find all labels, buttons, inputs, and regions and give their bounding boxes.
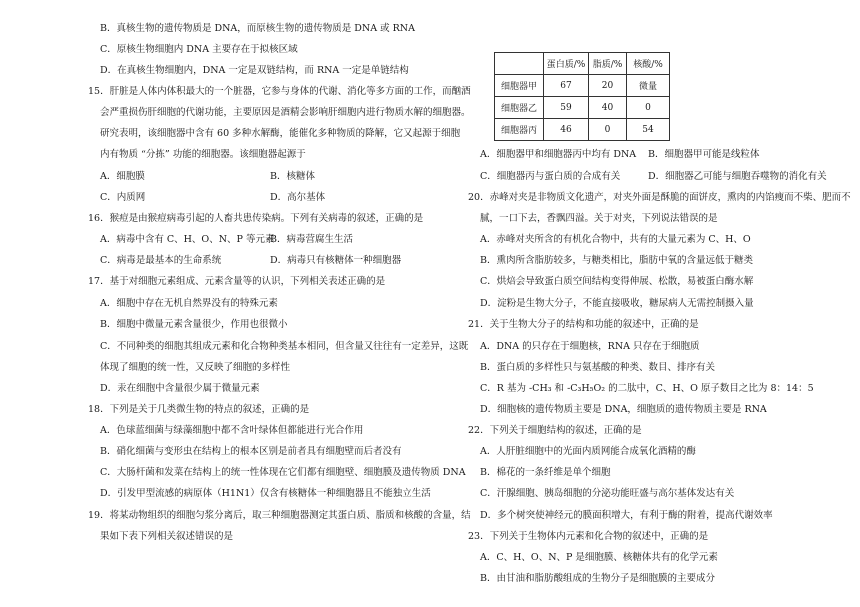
q15-option-d: D．高尔基体 [270, 192, 326, 203]
table-header-cell: 蛋白质/% [544, 53, 589, 75]
q22-option-a: A．人肝脏细胞中的光面内质网能合成氧化酒精的酶 [480, 446, 696, 457]
table-row [495, 97, 670, 119]
q17-option-d: D．汞在细胞中含量很少属于微量元素 [100, 383, 260, 394]
table-cell: 46 [544, 119, 589, 141]
q18-option-a: A．色球蓝细菌与绿藻细胞中都不含叶绿体但都能进行光合作用 [100, 425, 364, 436]
table-cell: 20 [589, 75, 627, 97]
q20-stem-line2: 腻，一口下去，香飘四溢。关于对夹，下列说法错误的是 [480, 213, 718, 224]
q19-option-c: C．细胞器丙与蛋白质的合成有关 [480, 171, 621, 182]
q16-option-d: D．病毒只有核糖体一种细胞器 [270, 255, 402, 266]
q18-option-d: D．引发甲型流感的病原体（H1N1）仅含有核糖体一种细胞器且不能独立生活 [100, 488, 431, 499]
table-row [495, 119, 670, 141]
q23-option-b: B．由甘油和脂肪酸组成的生物分子是细胞膜的主要成分 [480, 573, 715, 584]
q14-option-b: B．真核生物的遗传物质是 DNA，而原核生物的遗传物质是 DNA 或 RNA [100, 23, 415, 34]
table-cell: 54 [627, 119, 670, 141]
q21-option-d: D．细胞核的遗传物质主要是 DNA，细胞质的遗传物质主要是 RNA [480, 404, 767, 415]
q15-option-b: B．核糖体 [270, 171, 315, 182]
q16-option-b: B．病毒营腐生生活 [270, 234, 353, 245]
q19-option-b: B．细胞器甲可能是线粒体 [648, 149, 760, 160]
q21-option-c: C．R 基为 -CH₃ 和 -C₃H₅O₂ 的二肽中，C、H、O 原子数目之比为 8：14：5 [480, 383, 814, 394]
q14-option-c: C．原核生物细胞内 DNA 主要存在于拟核区域 [100, 44, 298, 55]
table-cell: 40 [589, 97, 627, 119]
q21-option-b: B．蛋白质的多样性只与氨基酸的种类、数目、排序有关 [480, 362, 715, 373]
q20-option-b: B．熏肉所含脂肪较多，与糖类相比，脂肪中氧的含量远低于糖类 [480, 255, 753, 266]
table-cell: 细胞器乙 [495, 97, 544, 119]
q19-option-a: A．细胞器甲和细胞器丙中均有 DNA [480, 149, 637, 160]
q15-stem-line4: 内有物质 “分拣” 功能的细胞器。该细胞器起源于 [100, 149, 306, 160]
q22-option-c: C．汗腺细胞、胰岛细胞的分泌功能旺盛与高尔基体发达有关 [480, 488, 735, 499]
q22-option-b: B．棉花的一条纤维是单个细胞 [480, 467, 611, 478]
q17-option-c-line1: C．不同种类的细胞其组成元素和化合物种类基本相同，但含量又往往有一定差异，这既 [100, 341, 469, 352]
q16-stem: 16．猴痘是由猴痘病毒引起的人畜共患传染病。下列有关病毒的叙述，正确的是 [88, 213, 424, 224]
q18-option-c: C．大肠杆菌和发菜在结构上的统一性体现在它们都有细胞壁、细胞膜及遗传物质 DNA [100, 467, 466, 478]
q15-option-c: C．内质网 [100, 192, 146, 203]
q14-option-d: D．在真核生物细胞内，DNA 一定是双链结构，而 RNA 一定是单链结构 [100, 65, 409, 76]
table-header-cell: 核酸/% [627, 53, 670, 75]
table-cell: 0 [627, 97, 670, 119]
q19-stem-line1: 19．将某动物组织的细胞匀浆分离后，取三种细胞器测定其蛋白质、脂质和核酸的含量，结 [88, 510, 471, 521]
q18-option-b: B．硝化细菌与变形虫在结构上的根本区别是前者具有细胞壁而后者没有 [100, 446, 402, 457]
q16-option-c: C．病毒是最基本的生命系统 [100, 255, 222, 266]
q17-stem: 17．基于对细胞元素组成、元素含量等的认识，下列相关表述正确的是 [88, 276, 386, 287]
q15-stem-line3: 研究表明，该细胞器中含有 60 多种水解酶，能催化多种物质的降解，它又起源于细胞 [100, 128, 461, 139]
table-header-cell: 脂质/% [589, 53, 627, 75]
organelle-table [494, 52, 670, 141]
q21-option-a: A．DNA 的只存在于细胞核，RNA 只存在于细胞质 [480, 341, 700, 352]
table-cell: 67 [544, 75, 589, 97]
table-cell: 0 [589, 119, 627, 141]
q20-option-d: D．淀粉是生物大分子，不能直接吸收，糖尿病人无需控制摄入量 [480, 298, 754, 309]
q21-stem: 21．关于生物大分子的结构和功能的叙述中，正确的是 [468, 319, 699, 330]
table-row [495, 75, 670, 97]
q15-stem-line2: 会严重损伤肝细胞的代谢功能，主要原因是酒精会影响肝细胞内进行物质水解的细胞器。 [100, 107, 471, 118]
table-header-row [495, 53, 670, 75]
table-cell: 微量 [627, 75, 670, 97]
table-cell: 细胞器甲 [495, 75, 544, 97]
q23-option-a: A．C、H、O、N、P 是细胞膜、核糖体共有的化学元素 [480, 552, 718, 563]
q19-option-d: D．细胞器乙可能与细胞吞噬物的消化有关 [648, 171, 827, 182]
table-cell: 59 [544, 97, 589, 119]
q20-option-c: C．烘焙会导致蛋白质空间结构变得伸展、松散，易被蛋白酶水解 [480, 276, 754, 287]
q22-option-d: D．多个树突使神经元的膜面积增大，有利于酶的附着，提高代谢效率 [480, 510, 773, 521]
q20-stem-line1: 20．赤峰对夹是非物质文化遗产，对夹外面是酥脆的面饼皮，熏肉的内馅瘦而不柴、肥而不 [468, 192, 851, 203]
q17-option-c-line2: 体现了细胞的统一性，又反映了细胞的多样性 [100, 362, 291, 373]
q16-option-a: A．病毒中含有 C、H、O、N、P 等元素 [100, 234, 275, 245]
q22-stem: 22．下列关于细胞结构的叙述，正确的是 [468, 425, 642, 436]
q18-stem: 18．下列是关于几类微生物的特点的叙述，正确的是 [88, 404, 310, 415]
q19-stem-line2: 果如下表下列相关叙述错误的是 [100, 531, 234, 542]
q17-option-b: B．细胞中微量元素含量很少，作用也很微小 [100, 319, 288, 330]
q15-option-a: A．细胞膜 [100, 171, 145, 182]
q15-stem-line1: 15．肝脏是人体内体积最大的一个脏器，它参与身体的代谢、消化等多方面的工作，而酗酒 [88, 86, 471, 97]
q20-option-a: A．赤峰对夹所含的有机化合物中，共有的大量元素为 C、H、O [480, 234, 751, 245]
table-cell: 细胞器丙 [495, 119, 544, 141]
q23-stem: 23．下列关于生物体内元素和化合物的叙述中，正确的是 [468, 531, 709, 542]
q17-option-a: A．细胞中存在无机自然界没有的特殊元素 [100, 298, 278, 309]
table-header-cell [495, 53, 544, 75]
